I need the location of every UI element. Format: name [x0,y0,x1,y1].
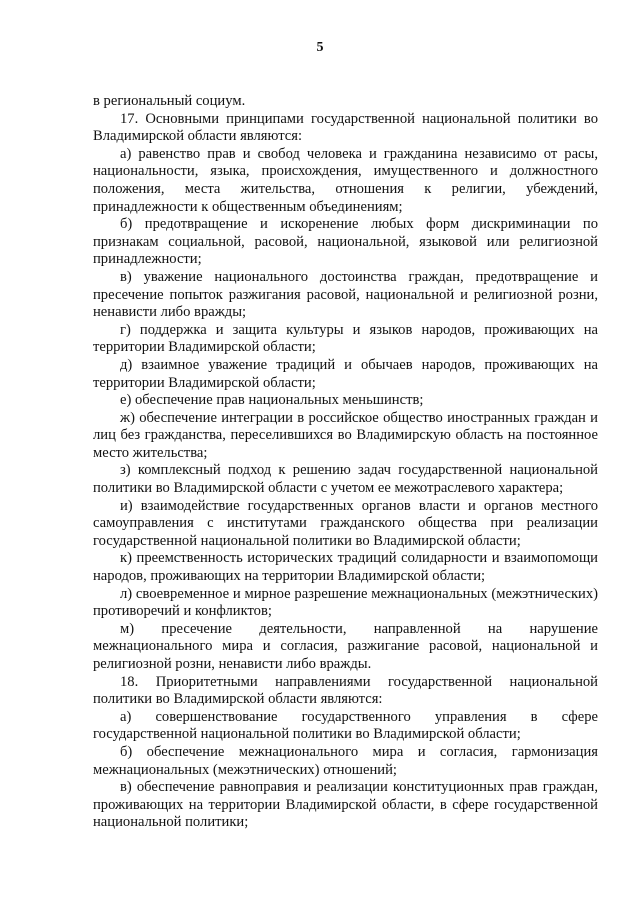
paragraph-17-k: к) преемственность исторических традиций солидарности и взаимопомощи народов, проживающих на территории Владимирской области; [93,550,598,585]
paragraph-17-v: в) уважение национального достоинства граждан, предотвращение и пресечение попыток разжигания расовой, национальной и религиозной розни, ненависти либо вражды; [93,268,598,321]
paragraph-17-e: е) обеспечение прав национальных меньшинств; [120,392,424,409]
paragraph-18-a: а) совершенствование государственного управления в сфере государственной национальной политики во Владимирской области; [93,708,598,743]
paragraph-18-b: б) обеспечение межнационального мира и согласия, гармонизация межнациональных (межэтнических) отношений; [93,743,598,778]
paragraph-17-b: б) предотвращение и искоренение любых форм дискриминации по признакам социальной, расовой, национальной, языковой или религиозной принадлежности; [93,216,598,268]
paragraph-18-heading: 18. Приоритетными направлениями государственной национальной политики во Владимирской области являются: [93,673,598,708]
paragraph-17-zh: ж) обеспечение интеграции в российское общество иностранных граждан и лиц без гражданства, переселившихся во Владимирскую область на постоянное место жительства; [93,409,598,461]
paragraph-17-l: л) своевременное и мирное разрешение межнациональных (межэтнических) противоречий и конфликтов; [93,585,598,620]
paragraph-17-i: и) взаимодействие государственных органов власти и органов местного самоуправления с институтами гражданского общества при реализации государственной национальной политики во Владимирской области; [93,497,598,549]
paragraph-17-z: з) комплексный подход к решению задач государственной национальной политики во Владимирской области с учетом ее межотраслевого характера; [93,462,598,497]
paragraph-17-g: г) поддержка и защита культуры и языков народов, проживающих на территории Владимирской области; [93,321,598,356]
paragraph-17-a: а) равенство прав и свобод человека и гражданина независимо от расы, национальности, языка, происхождения, имущественного и должностного положения, места жительства, отношения к религии, убеждений, принадлежности к общественным объединениям; [93,145,598,215]
paragraph-17-d: д) взаимное уважение традиций и обычаев народов, проживающих на территории Владимирской области; [93,356,598,391]
paragraph-17-m: м) пресечение деятельности, направленной на нарушение межнационального мира и согласия, разжигание расовой, национальной и религиозной розни, ненависти либо вражды. [93,620,598,672]
page-number: 5 [316,40,324,55]
paragraph-18-v: в) обеспечение равноправия и реализации конституционных прав граждан, проживающих на территории Владимирской области, в сфере государственной национальной политики; [93,779,598,831]
paragraph-17-heading: 17. Основными принципами государственной национальной политики во Владимирской области являются: [93,110,598,145]
paragraph-continuation: в региональный социум. [93,93,246,109]
document-body [93,93,598,832]
